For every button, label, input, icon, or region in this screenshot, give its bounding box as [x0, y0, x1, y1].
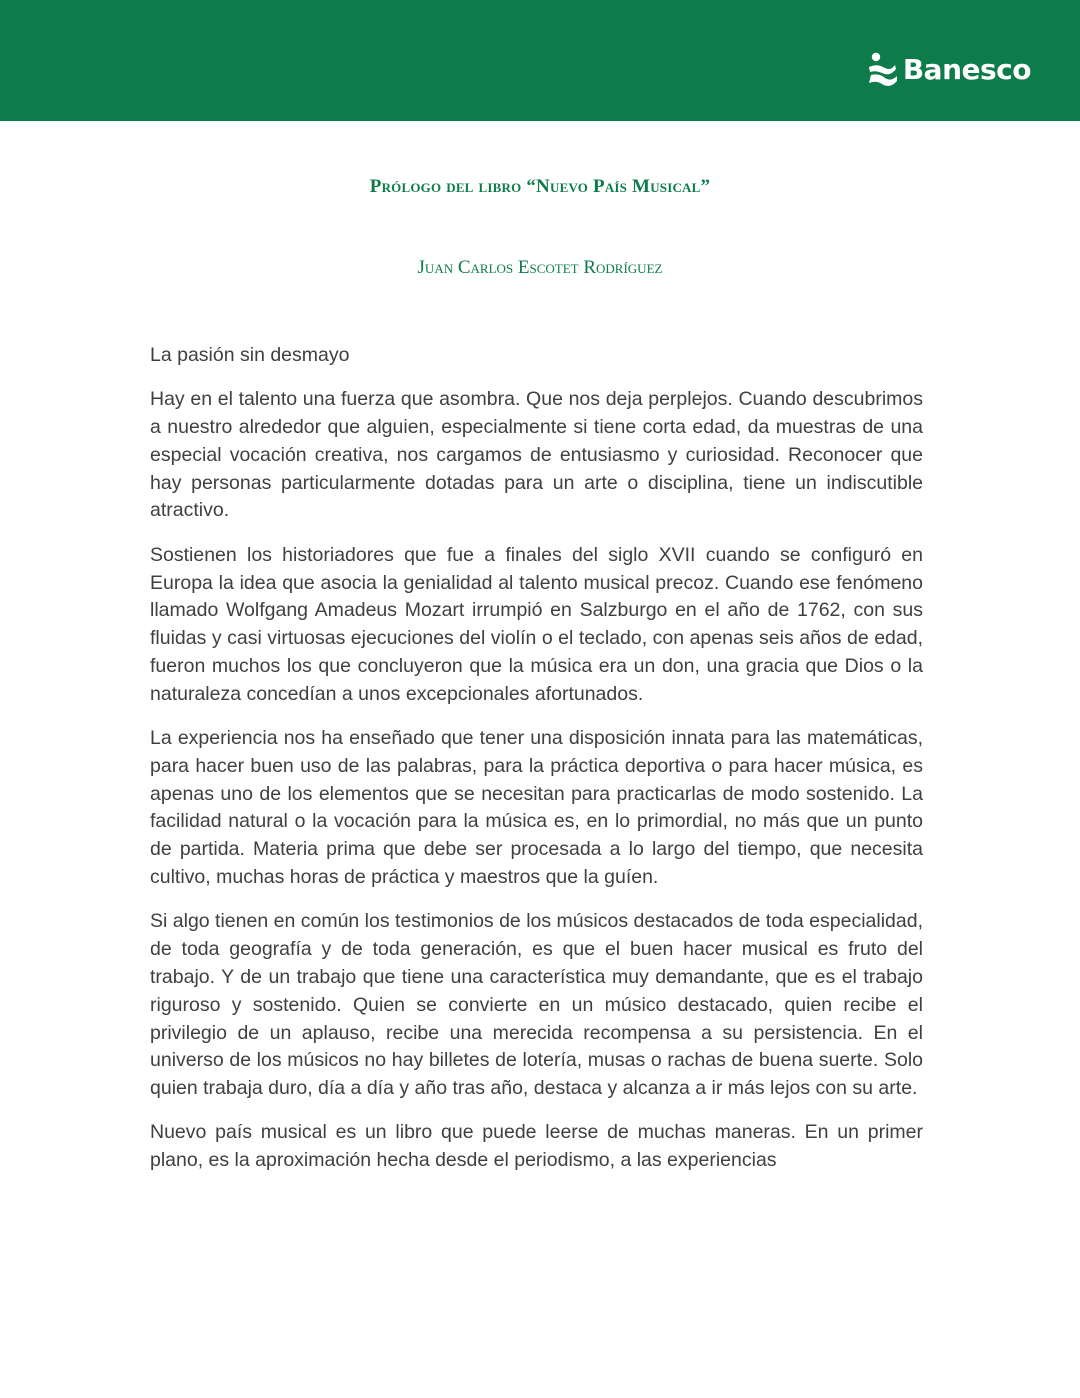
brand-logo[interactable] — [865, 50, 1031, 90]
document-author: Juan Carlos Escotet Rodríguez — [417, 257, 663, 278]
document-title: Prólogo del libro “Nuevo País Musical” — [369, 176, 711, 197]
banesco-figure-icon — [865, 51, 899, 89]
paragraph: Hay en el talento una fuerza que asombra. Que nos deja perplejos. Cuando descubrimos a nuestro alrededor que alguien, especialmente si tiene corta edad, da muestras de una especial vocación creativa, nos cargamos de entusiasmo y curiosidad. Reconocer que hay personas particularmente dotadas para un arte o disciplina, tiene un indiscutible atractivo. — [150, 388, 923, 522]
paragraph: La experiencia nos ha enseñado que tener una disposición innata para las matemáticas, para hacer buen uso de las palabras, para la práctica deportiva o para hacer música, es apenas uno de los elementos que se necesitan para practicarlas de modo sostenido. La facilidad natural o la vocación para la música es, en lo primordial, no más que un punto de partida. Materia prima que debe ser procesada a lo largo del tiempo, que necesita cultivo, muchas horas de práctica y maestros que la guíen. — [150, 727, 923, 889]
document-body — [150, 342, 923, 1192]
section-subtitle: La pasión sin desmayo — [150, 344, 350, 366]
header-band — [0, 0, 1080, 121]
paragraph: Nuevo país musical es un libro que puede leerse de muchas maneras. En un primer plano, es la aproximación hecha desde el periodismo, a las experiencias — [150, 1121, 923, 1172]
paragraph: Sostienen los historiadores que fue a finales del siglo XVII cuando se configuró en Europa la idea que asocia la genialidad al talento musical precoz. Cuando ese fenómeno llamado Wolfgang Amadeus Mozart irrumpió en Salzburgo en el año de 1762, con sus fluidas y casi virtuosas ejecuciones del violín o el teclado, con apenas seis años de edad, fueron muchos los que concluyeron que la música era un don, una gracia que Dios o la naturaleza concedían a unos excepcionales afortunados. — [150, 543, 923, 705]
paragraph: Si algo tienen en común los testimonios de los músicos destacados de toda especialidad, de toda geografía y de toda generación, es que el buen hacer musical es fruto del trabajo. Y de un trabajo que tiene una característica muy demandante, que es el trabajo riguroso y sostenido. Quien se convierte en un músico destacado, quien recibe el privilegio de un aplauso, recibe una merecida recompensa a su persistencia. En el universo de los músicos no hay billetes de lotería, musas o rachas de buena suerte. Solo quien trabaja duro, día a día y año tras año, destaca y alcanza a ir más lejos con su arte. — [150, 910, 923, 1100]
brand-name: Banesco — [902, 53, 1031, 86]
